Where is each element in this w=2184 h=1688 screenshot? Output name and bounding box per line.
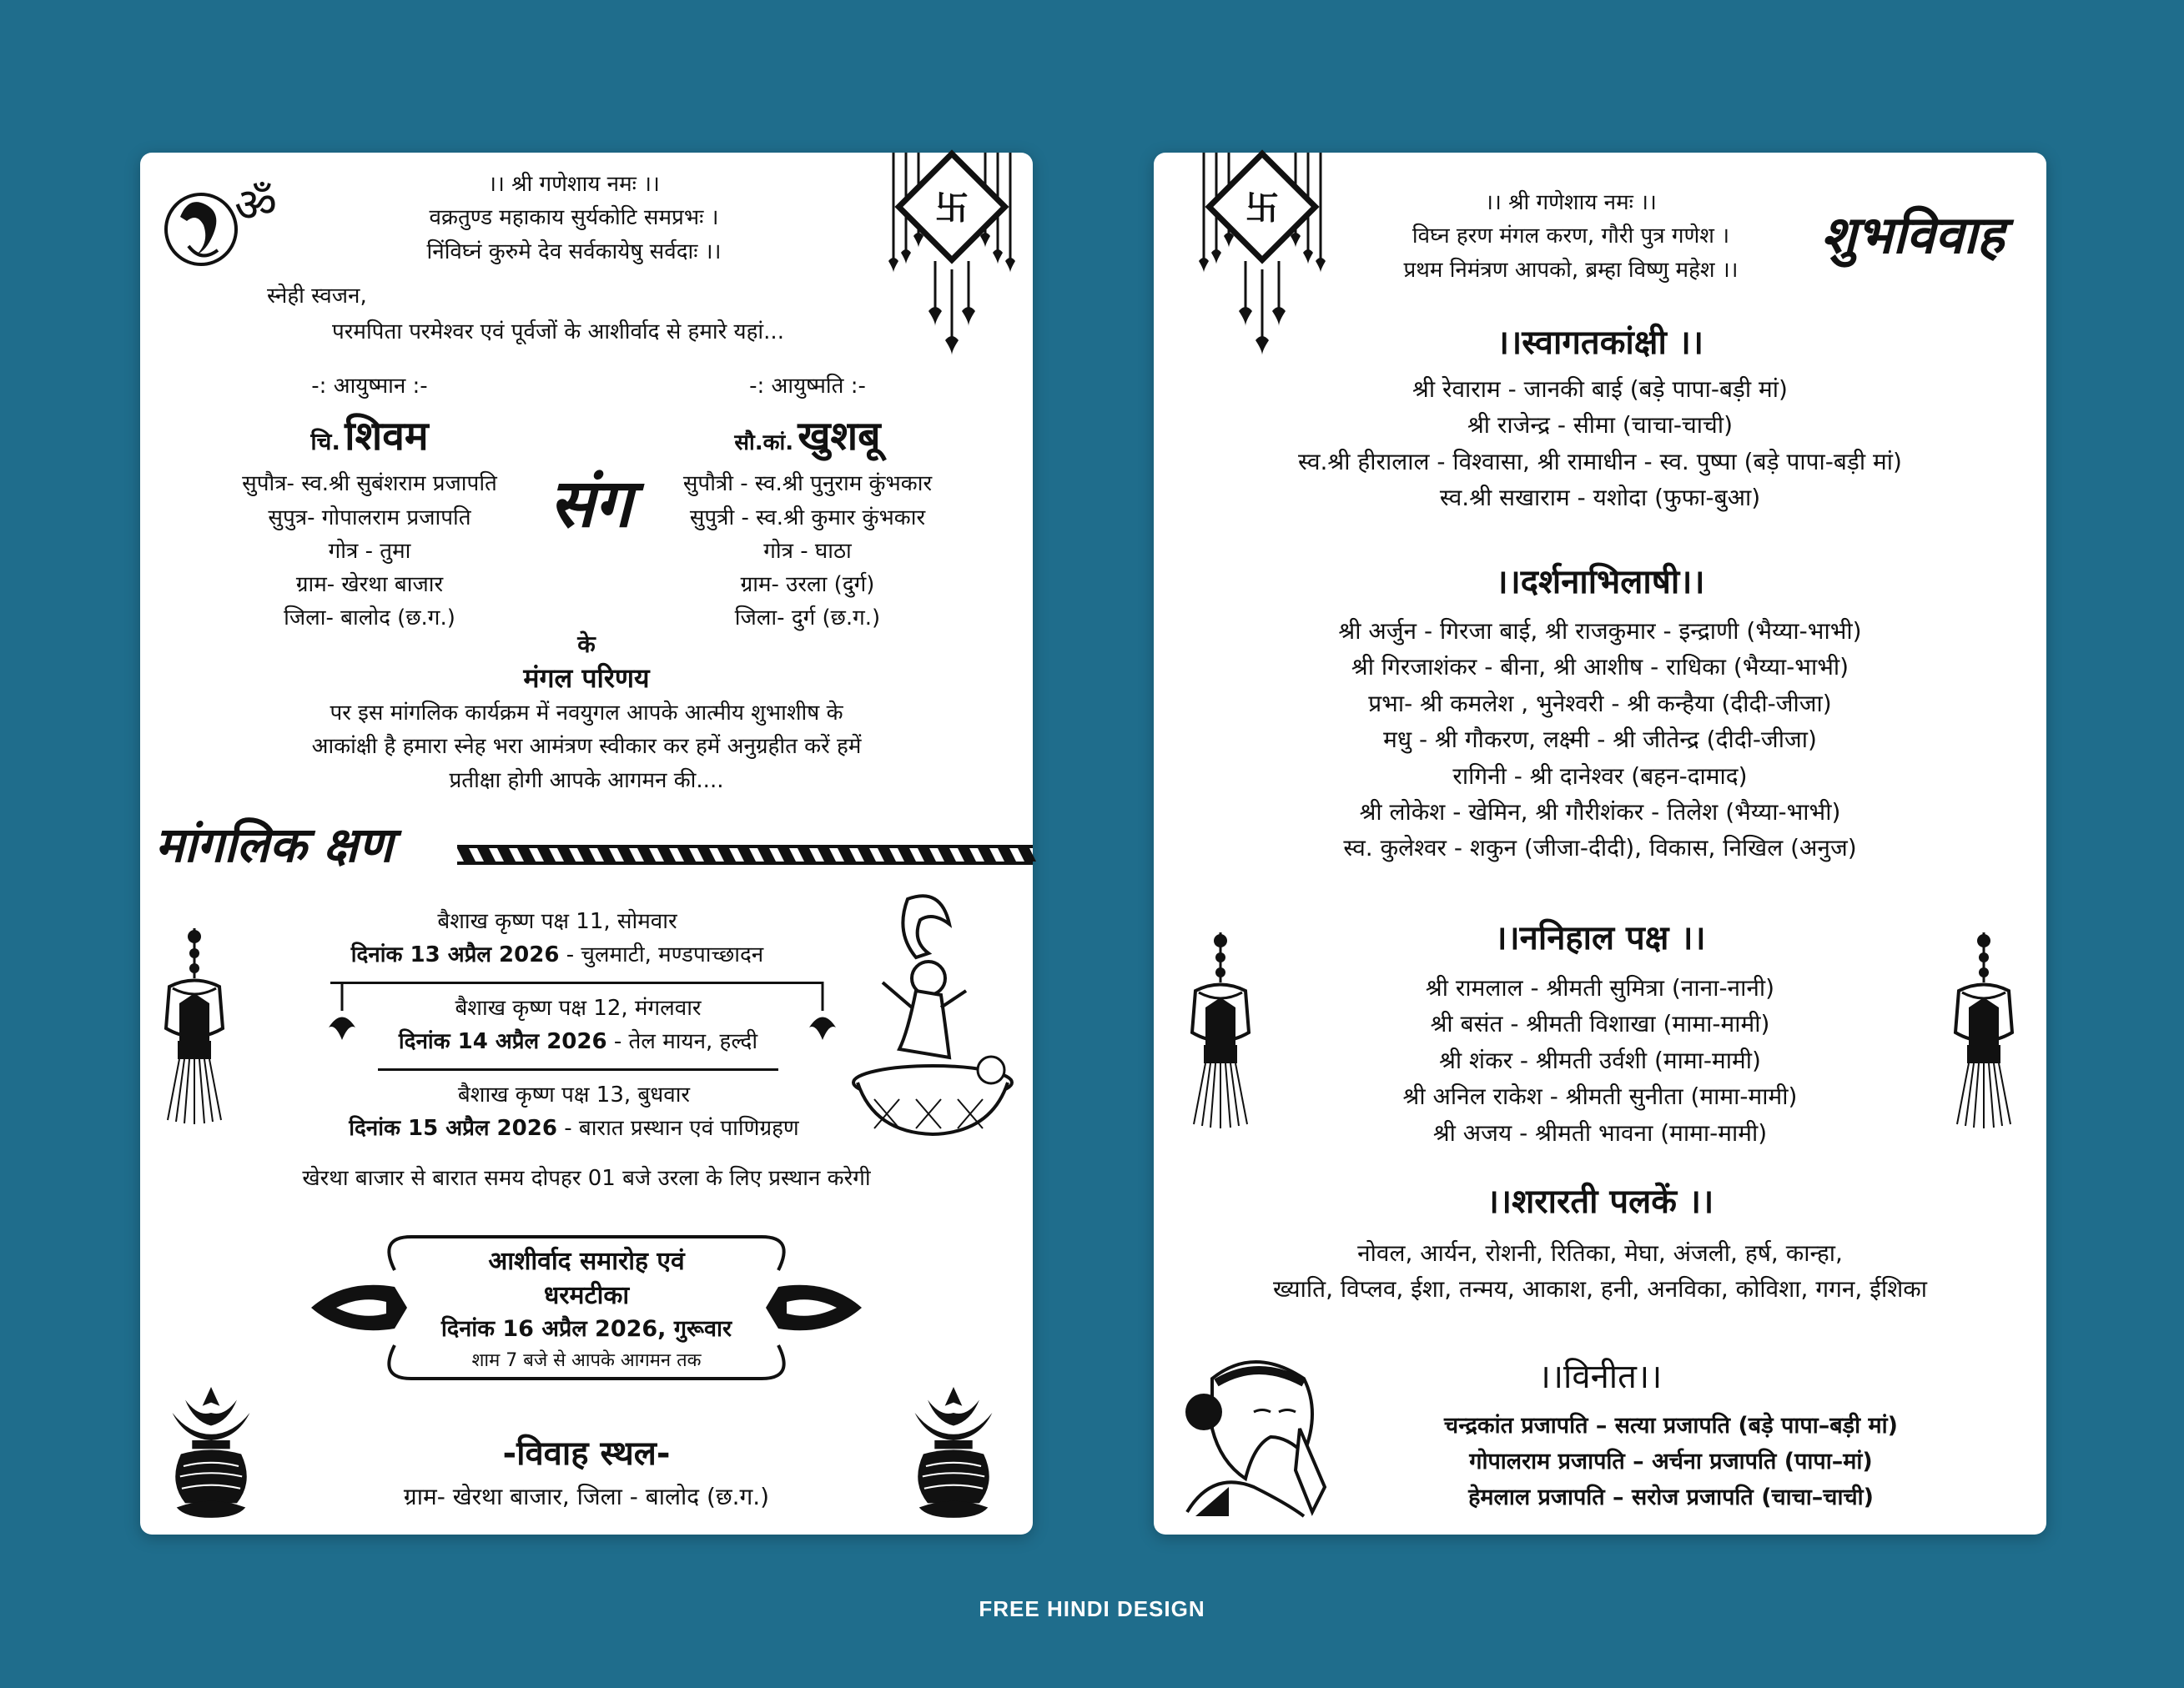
bride-block	[624, 369, 991, 636]
mangalik-kshan-title: मांगलिक क्षण	[155, 816, 393, 873]
venue-address: ग्राम- खेरथा बाजार, जिला - बालोद (छ.ग.)	[403, 1483, 770, 1510]
reception-date: दिनांक 16 अप्रैल 2026, गुरूवार	[440, 1316, 732, 1342]
section-line: श्री अर्जुन - गिरजा बाई, श्री राजकुमार - इन्द्राणी (भैय्या-भाभी)	[1338, 617, 1862, 645]
section-line: श्री राजेन्द्र - सीमा (चाचा-चाची)	[1467, 411, 1734, 440]
section-lines	[1154, 970, 2046, 1151]
event-date: दिनांक 15 अप्रैल 2026	[349, 1116, 557, 1142]
section-title: ।।शरारती पलकें ।।	[1486, 1182, 1714, 1221]
ganesha-om-icon	[164, 171, 278, 271]
invitation-paragraph	[174, 696, 999, 797]
krishna-matki-icon	[849, 891, 1024, 1141]
event-day: बैशाख कृष्ण पक्ष 13, बुधवार	[457, 1083, 691, 1108]
paragraph-line: पर इस मांगलिक कार्यक्रम में नवयुगल आपके आत्मीय शुभाशीष के	[330, 701, 843, 726]
reception-time: शाम 7 बजे से आपके आगमन तक	[471, 1349, 702, 1371]
section-lines	[1329, 1408, 2013, 1516]
event-3	[282, 1078, 866, 1146]
bride-name: खुशबू	[798, 413, 881, 460]
groom-title: -: आयुष्मान :-	[311, 374, 428, 399]
event-desc: - तेल मायन, हल्दी	[606, 1029, 758, 1055]
section-line: श्री शंकर - श्रीमती उर्वशी (मामा-मामी)	[1439, 1046, 1761, 1074]
tassel-icon	[161, 928, 228, 1128]
section-line: चन्द्रकांत प्रजापति – सत्या प्रजापति (बड़े पापा–बड़ी मां)	[1444, 1413, 1898, 1439]
event-date: दिनांक 13 अप्रैल 2026	[350, 942, 560, 968]
baraat-note: खेरथा बाजार से बारात समय दोपहर 01 बजे उरला के लिए प्रस्थान करेगी	[302, 1166, 871, 1191]
section-line: ख्याति, विप्लव, ईशा, तन्मय, आकाश, हनी, अनविका, कोविशा, गगन, ईशिका	[1273, 1275, 1927, 1304]
section-line: नोवल, आर्यन, रोशनी, रितिका, मेघा, अंजली, हर्ष, कान्हा,	[1357, 1239, 1843, 1267]
groom-detail: जिला- बालोद (छ.ग.)	[284, 605, 455, 631]
sang-calligraphy: संग	[549, 464, 632, 542]
section-line: स्व.श्री सखाराम - यशोदा (फुफा-बुआ)	[1439, 484, 1761, 512]
invocation-block	[1337, 186, 1804, 287]
reception-line2: धरमटीका	[543, 1280, 630, 1310]
section-line: रागिनी - श्री दानेश्वर (बहन-दामाद)	[1452, 761, 1748, 790]
bride-prefix: सौ.कां.	[734, 430, 794, 456]
paragraph-line: आकांक्षी है हमारा स्नेह भरा आमंत्रण स्वीकार कर हमें अनुग्रहीत करें हमें	[311, 734, 862, 760]
section-lines	[1154, 613, 2046, 867]
bride-detail: गोत्र - घाठा	[763, 538, 852, 564]
section-line: स्व. कुलेश्वर - शकुन (जीजा-दीदी), विकास, निखिल (अनुज)	[1343, 834, 1857, 862]
section-line: श्री बसंत - श्रीमती विशाखा (मामा-मामी)	[1430, 1010, 1770, 1038]
invocation-block	[307, 168, 841, 269]
groom-detail: सुपुत्र- गोपालराम प्रजापति	[268, 505, 471, 530]
bride-detail: सुपौत्री - स्व.श्री पुनुराम कुंभकार	[682, 471, 933, 497]
event-2	[332, 992, 824, 1059]
event-divider	[378, 1068, 778, 1071]
section-line: श्री गिरजाशंकर - बीना, श्री आशीष - राधिका (भैय्या-भाभी)	[1351, 653, 1849, 681]
groom-name: शिवम	[345, 413, 429, 460]
section-line: गोपालराम प्रजापति – अर्चना प्रजापति (पापा–मां)	[1469, 1449, 1873, 1475]
invocation-line: प्रथम निमंत्रण आपको, ब्रम्हा विष्णु महेश ।।	[1403, 257, 1739, 283]
bride-detail: जिला- दुर्ग (छ.ग.)	[734, 605, 881, 631]
bride-detail: सुपुत्री - स्व.श्री कुमार कुंभकार	[689, 505, 926, 530]
svg-text:ॐ: ॐ	[234, 178, 278, 233]
invocation-line: विघ्न हरण मंगल करण, गौरी पुत्र गणेश ।	[1412, 224, 1730, 249]
bride-detail: ग्राम- उरला (दुर्ग)	[740, 572, 875, 598]
shubh-vivah-logo: शुभविवाह	[1821, 204, 2005, 265]
swastik-hanging-icon	[877, 153, 1027, 361]
bride-title: -: आयुष्मति :-	[749, 374, 866, 399]
event-date: दिनांक 14 अप्रैल 2026	[398, 1029, 607, 1055]
invitation-card-back	[1154, 153, 2046, 1535]
section-lines	[1154, 371, 2046, 516]
section-title: ।।दर्शनाभिलाषी।।	[1495, 562, 1705, 601]
section-line: हेमलाल प्रजापति – सरोज प्रजापति (चाचा–चाची)	[1468, 1485, 1874, 1511]
section-title: ।।स्वागतकांक्षी ।।	[1496, 323, 1704, 362]
section-line: स्व.श्री हीरालाल - विश्वासा, श्री रामाधीन - स्व. पुष्पा (बड़े पापा-बड़ी मां)	[1298, 447, 1902, 475]
event-desc: - बारात प्रस्थान एवं पाणिग्रहण	[556, 1116, 799, 1142]
invocation-line: निंविघ्नं कुरुमे देव सर्वकायेषु सर्वदाः ।।	[426, 239, 722, 264]
groom-detail: गोत्र - तुमा	[328, 538, 411, 564]
footer-brand: FREE HINDI DESIGN	[979, 1596, 1205, 1621]
section-title: ।।ननिहाल पक्ष ।।	[1494, 918, 1706, 957]
event-desc: - चुलमाटी, मण्डपाच्छादन	[559, 942, 764, 968]
invitation-card-front	[140, 153, 1033, 1535]
rope-divider	[457, 843, 1033, 867]
ke-text: के	[577, 630, 596, 658]
section-line: मधु - श्री गौकरण, लक्ष्मी - श्री जीतेन्द्र (दीदी-जीजा)	[1383, 726, 1817, 754]
invocation-line: वक्रतुण्ड महाकाय सुर्यकोटि समप्रभः ।	[429, 205, 719, 231]
section-line: श्री अजय - श्रीमती भावना (मामा-मामी)	[1432, 1118, 1768, 1147]
section-line: श्री अनिल राकेश - श्रीमती सुनीता (मामा-मामी)	[1402, 1083, 1798, 1111]
greeting: स्नेही स्वजन,	[267, 284, 367, 309]
event-1	[307, 905, 808, 972]
section-title: ।।विनीत।।	[1537, 1358, 1663, 1396]
invocation-line: ।। श्री गणेशाय नमः ।।	[488, 172, 660, 197]
section-line: प्रभा- श्री कमलेश , भुनेश्वरी - श्री कन्हैया (दीदी-जीजा)	[1368, 689, 1832, 717]
event-divider	[330, 982, 823, 984]
section-line: श्री लोकेश - खेमिन, श्री गौरीशंकर - तिलेश (भैय्या-भाभी)	[1359, 797, 1841, 826]
section-lines	[1154, 1235, 2046, 1308]
reception-block	[420, 1245, 753, 1374]
paragraph-line: प्रतीक्षा होगी आपके आगमन की....	[449, 767, 724, 793]
reception-line1: आशीर्वाद समारोह एवं	[488, 1247, 685, 1276]
section-line: श्री रेवाराम - जानकी बाई (बड़े पापा-बड़ी मां)	[1412, 375, 1788, 403]
intro-text: परमपिता परमेश्वर एवं पूर्वजों के आशीर्वाद से हमारे यहां...	[332, 319, 784, 344]
groom-detail: सुपौत्र- स्व.श्री सुबंशराम प्रजापति	[242, 471, 497, 497]
groom-prefix: चि.	[310, 428, 341, 456]
mangal-parinay: मंगल परिणय	[523, 662, 650, 694]
groom-block	[186, 369, 553, 636]
section-line: श्री रामलाल - श्रीमती सुमित्रा (नाना-नानी)	[1425, 974, 1775, 1002]
event-day: बैशाख कृष्ण पक्ष 12, मंगलवार	[455, 996, 702, 1021]
groom-detail: ग्राम- खेरथा बाजार	[295, 572, 444, 598]
venue-title: -विवाह स्थल-	[502, 1434, 671, 1473]
event-day: बैशाख कृष्ण पक्ष 11, सोमवार	[437, 909, 677, 934]
invocation-line: ।। श्री गणेशाय नमः ।।	[1485, 190, 1657, 215]
